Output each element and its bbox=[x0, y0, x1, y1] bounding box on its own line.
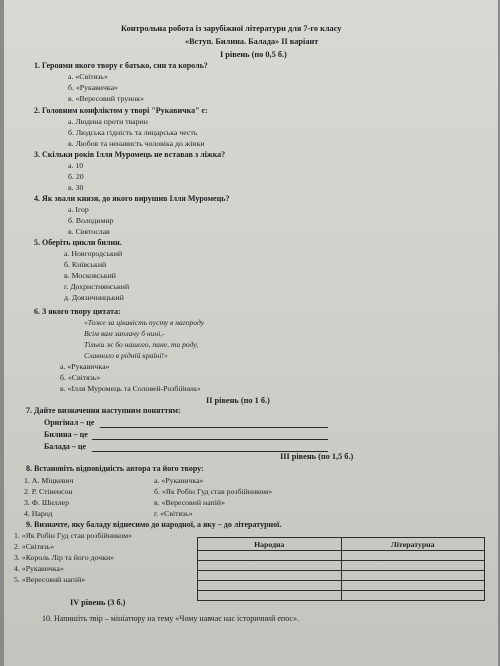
work-a: а. «Рукавичка» bbox=[154, 476, 204, 485]
table-cell[interactable] bbox=[341, 551, 485, 561]
table-cell[interactable] bbox=[341, 571, 485, 581]
question-4: 4. Як звали князя, до якого вирушив Ілля Муромець? bbox=[34, 194, 230, 203]
classification-table bbox=[197, 537, 485, 601]
q3-option-b: б. 20 bbox=[68, 172, 84, 181]
level-3-heading: ІІІ рівень (по 1,5 б.) bbox=[280, 452, 354, 461]
column-folk: Народна bbox=[198, 538, 342, 551]
work-d: г. «Світязь» bbox=[154, 509, 193, 518]
ballad-2: 2. «Світязь» bbox=[14, 542, 55, 551]
table-cell[interactable] bbox=[198, 591, 342, 601]
question-9: 9. Визначте, яку баладу віднесимо до народної, а яку – до літературної. bbox=[26, 520, 282, 529]
question-10: 10. Напишіть твір – мініатюру на тему «Чому навчає нас історичний епос». bbox=[42, 614, 299, 623]
question-8: 8. Встановіть відповідність автора та його твору: bbox=[26, 464, 204, 473]
table-cell[interactable] bbox=[198, 571, 342, 581]
quote-line-3: Тільки ж бо нашого, пане, ти роду, bbox=[84, 340, 199, 349]
q1-option-c: в. «Вересовий трунок» bbox=[68, 94, 144, 103]
question-1: 1. Героями якого твору є батько, син та король? bbox=[34, 61, 208, 70]
q5-option-e: д. Доязичницький bbox=[64, 293, 124, 302]
page-title: Контрольна робота із зарубіжної літератури для 7-го класу bbox=[121, 24, 342, 33]
question-5: 5. Оберіть цикли билин. bbox=[34, 238, 122, 247]
quote-line-2: Всім вам заплачу б нині,- bbox=[84, 329, 165, 338]
term-balada: Балада – це bbox=[44, 442, 87, 451]
column-literary: Літературна bbox=[341, 538, 485, 551]
test-sheet bbox=[4, 0, 498, 666]
page-subtitle: «Вступ. Билина. Балада» II варіант bbox=[185, 37, 319, 46]
term-bylyna: Билина – це bbox=[44, 430, 88, 439]
q4-option-b: б. Володимир bbox=[68, 216, 114, 225]
author-2: 2. Р. Стівенсон bbox=[24, 487, 73, 496]
level-2-heading: ІІ рівень (по 1 б.) bbox=[206, 396, 270, 405]
table-cell[interactable] bbox=[341, 591, 485, 601]
quote-line-4: Славного в рідній країні!» bbox=[84, 351, 168, 360]
author-4: 4. Народ bbox=[24, 509, 53, 518]
q5-option-a: а. Новгородський bbox=[64, 249, 123, 258]
q5-option-d: г. Дохристиянський bbox=[64, 282, 130, 291]
level-4-heading: ІV рівень (3 б.) bbox=[70, 598, 126, 607]
q3-option-c: в. 30 bbox=[68, 183, 84, 192]
q2-option-c: в. Любов та ненависть чоловіка до жінки bbox=[68, 139, 205, 148]
q3-option-a: а. 10 bbox=[68, 161, 84, 170]
table-cell[interactable] bbox=[341, 581, 485, 591]
q4-option-a: а. Ігор bbox=[68, 205, 89, 214]
table-cell[interactable] bbox=[341, 561, 485, 571]
q1-option-b: б. «Рукавичка» bbox=[68, 83, 118, 92]
work-b: б. «Як Робін Гуд став розбійником» bbox=[154, 487, 273, 496]
work-c: в. «Вересовий напій» bbox=[154, 498, 225, 507]
q4-option-c: в. Святослав bbox=[68, 227, 110, 236]
author-1: 1. А. Міцкевич bbox=[24, 476, 74, 485]
ballad-3: 3. «Король Лір та його дочки» bbox=[14, 553, 115, 562]
q5-option-b: б. Київський bbox=[64, 260, 107, 269]
q1-option-a: а. «Світязь» bbox=[68, 72, 108, 81]
answer-line-bylyna[interactable] bbox=[92, 439, 328, 440]
q5-option-c: в. Московський bbox=[64, 271, 116, 280]
level-1-heading: І рівень (по 0,5 б.) bbox=[220, 50, 287, 59]
quote-line-1: «Тоже за цікавість пусту в нагороду bbox=[84, 318, 205, 327]
q6-option-b: б. «Світязь» bbox=[60, 373, 101, 382]
answer-line-original[interactable] bbox=[100, 427, 328, 428]
question-2: 2. Головним конфліктом у творі "Рукавичка" є: bbox=[34, 106, 208, 115]
q2-option-b: б. Людська гідність та лицарська честь bbox=[68, 128, 198, 137]
table-cell[interactable] bbox=[198, 581, 342, 591]
q2-option-a: а. Людина проти тварин bbox=[68, 117, 148, 126]
question-6: 6. З якого твору цитата: bbox=[34, 307, 121, 316]
table-cell[interactable] bbox=[198, 551, 342, 561]
table-cell[interactable] bbox=[198, 561, 342, 571]
author-3: 3. Ф. Шиллер bbox=[24, 498, 70, 507]
question-7: 7. Дайте визначення наступним поняттям: bbox=[26, 406, 181, 415]
q6-option-a: а. «Рукавичка» bbox=[60, 362, 110, 371]
question-3: 3. Скільки років Ілля Муромець не вставав з ліжка? bbox=[34, 150, 226, 159]
ballad-5: 5. «Вересовий напій» bbox=[14, 575, 86, 584]
term-original: Оригінал – це bbox=[44, 418, 95, 427]
ballad-4: 4. «Рукавичка» bbox=[14, 564, 64, 573]
ballad-1: 1. «Як Робін Гуд став розбійником» bbox=[14, 531, 133, 540]
q6-option-c: в. «Ілля Муромець та Соловей-Розбійник» bbox=[60, 384, 201, 393]
